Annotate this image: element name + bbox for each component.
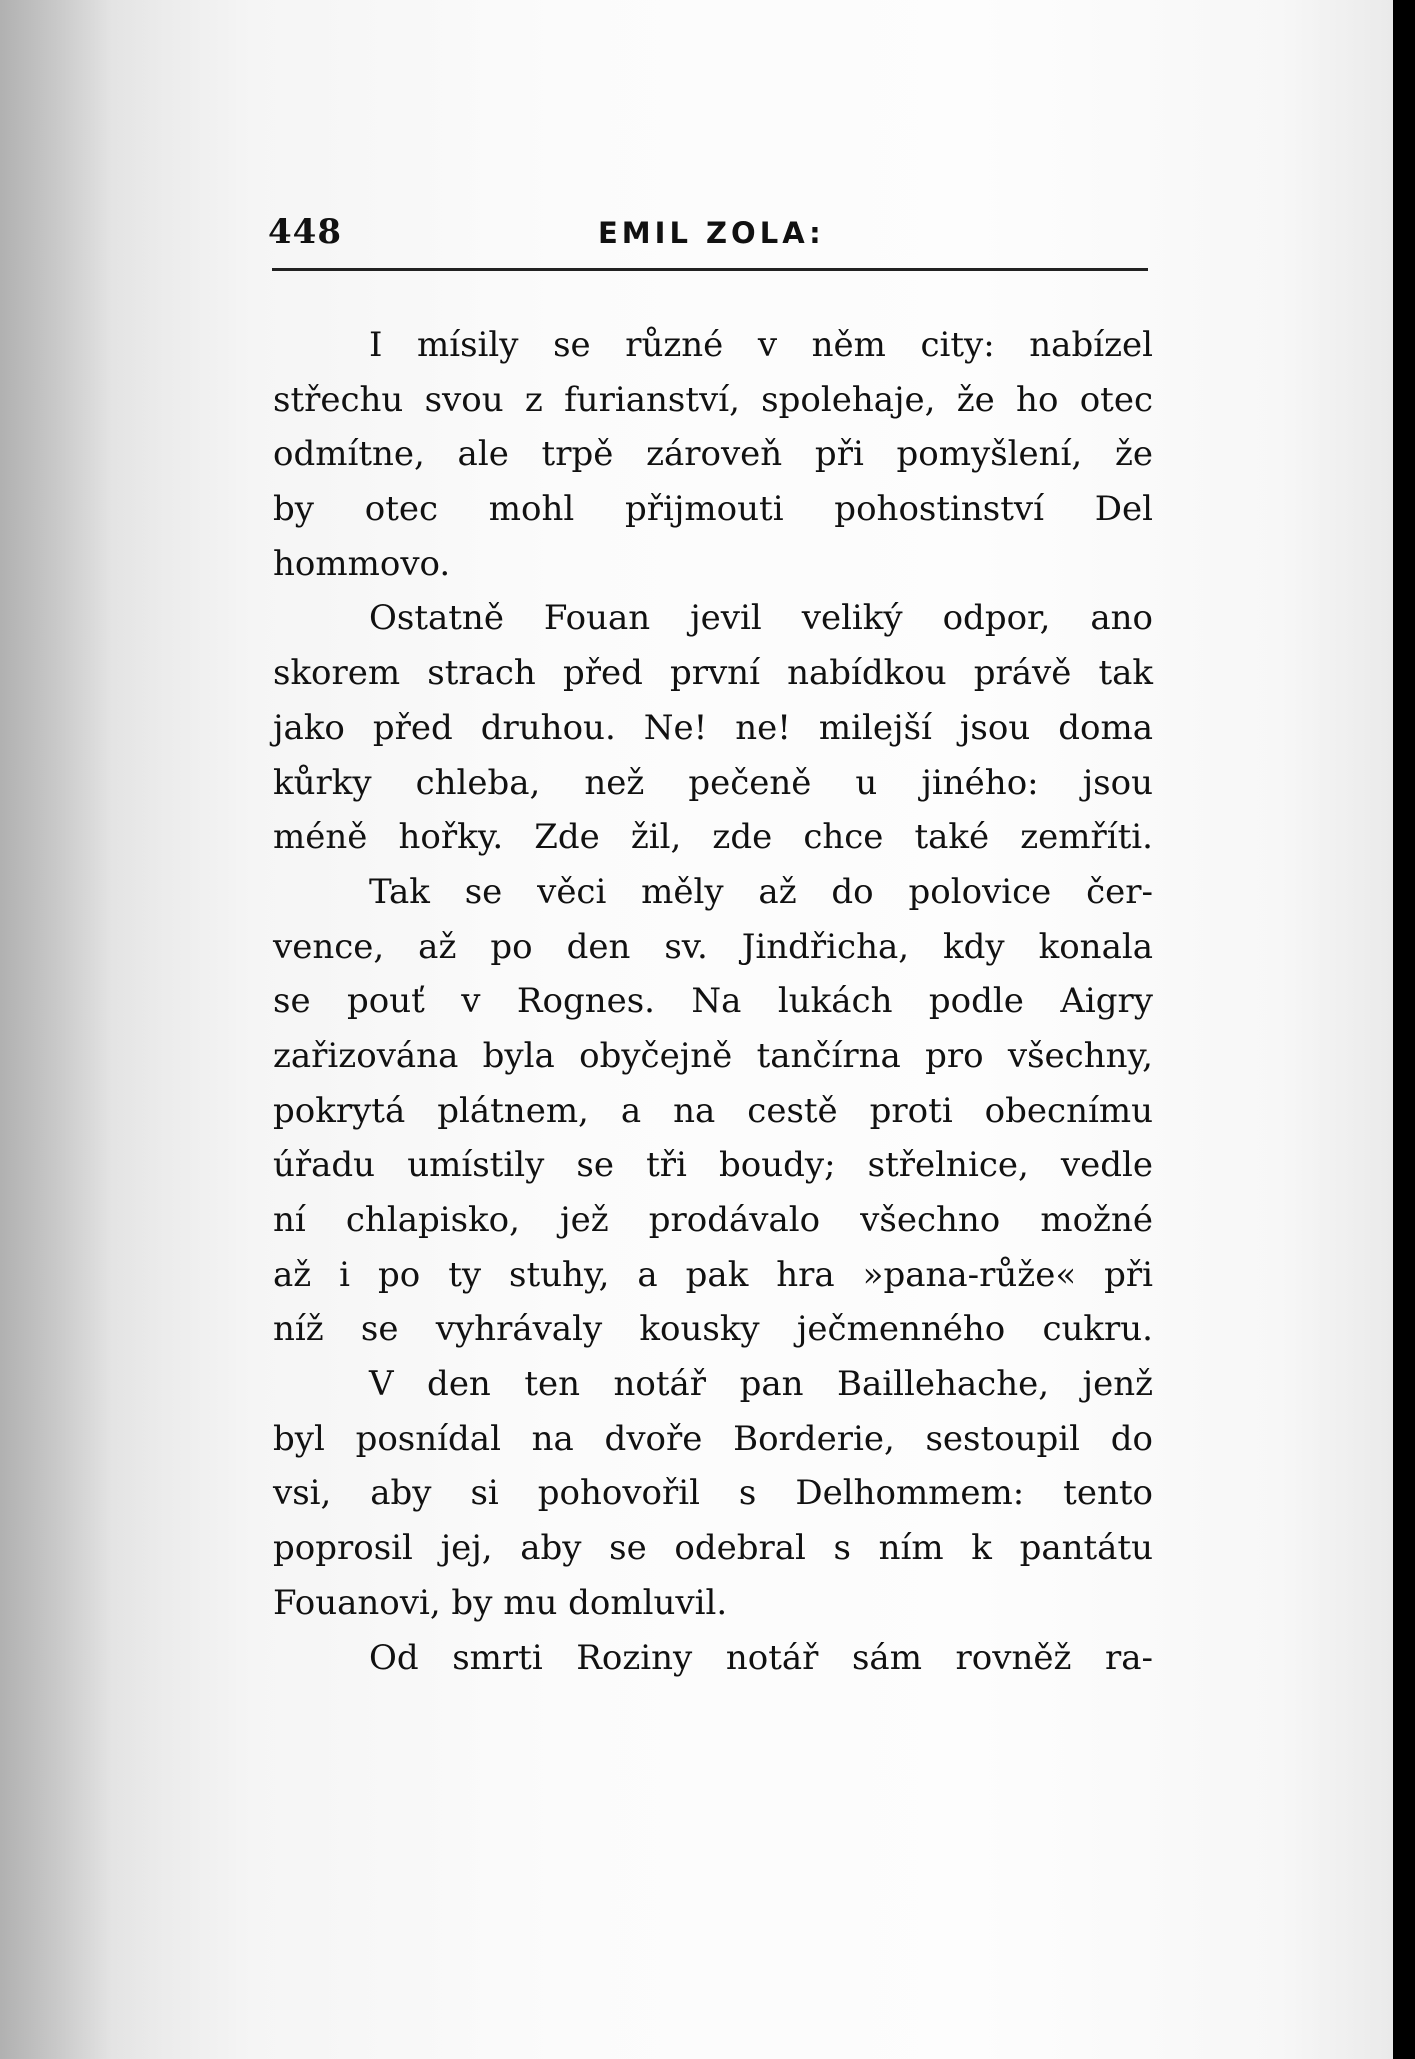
text-line: ní chlapisko, jež prodávalo všechno možné: [273, 1200, 1153, 1240]
text-line: Fouanovi, by mu domluvil.: [273, 1582, 728, 1623]
text-line: střechu svou z furianství, spolehaje, že ho otec: [273, 379, 1153, 420]
text-line: odmítne, ale trpě zároveň při pomyšlení, že: [273, 434, 1153, 475]
header-divider: [272, 268, 1148, 271]
text-line: V den ten notář pan Baillehache, jenž: [369, 1364, 1153, 1405]
text-line: úřadu umístily se tři boudy; střelnice, vedle: [273, 1145, 1153, 1186]
text-line: vence, až po den sv. Jindřicha, kdy konala: [273, 926, 1153, 967]
text-line: jako před druhou. Ne! ne! milejší jsou doma: [273, 707, 1153, 748]
text-line: kůrky chleba, než pečeně u jiného: jsou: [273, 762, 1153, 803]
text-line: Tak se věci měly až do polovice čer-: [369, 871, 1153, 912]
running-title: EMIL ZOLA:: [598, 216, 825, 250]
text-line: zařizována byla obyčejně tančírna pro všechny,: [273, 1035, 1153, 1076]
text-line: níž se vyhrávaly kousky ječmenného cukru.: [273, 1309, 1153, 1350]
page-number: 448: [268, 212, 342, 252]
page-header: [268, 212, 1148, 252]
text-line: Ostatně Fouan jevil veliký odpor, ano: [369, 598, 1153, 639]
text-line: Od smrti Roziny notář sám rovněž ra-: [369, 1637, 1153, 1678]
text-line: I mísily se různé v něm city: nabízel: [369, 325, 1153, 365]
scan-border: [1393, 0, 1415, 2059]
text-line: hommovo.: [273, 543, 451, 584]
page-edge-shadow: [0, 0, 160, 2059]
text-line: až i po ty stuhy, a pak hra »pana-růže« při: [273, 1254, 1153, 1295]
text-line: pokrytá plátnem, a na cestě proti obecnímu: [273, 1090, 1153, 1131]
text-line: skorem strach před první nabídkou právě tak: [273, 653, 1153, 694]
text-line: méně hořky. Zde žil, zde chce také zemříti.: [273, 817, 1153, 858]
text-line: by otec mohl přijmouti pohostinství Del: [273, 489, 1153, 530]
text-line: vsi, aby si pohovořil s Delhommem: tento: [273, 1473, 1153, 1514]
text-line: poprosil jej, aby se odebral s ním k pantátu: [273, 1528, 1153, 1569]
text-line: se pouť v Rognes. Na lukách podle Aigry: [273, 981, 1153, 1022]
body-text: [273, 318, 1153, 1685]
text-line: byl posnídal na dvoře Borderie, sestoupil do: [273, 1418, 1153, 1459]
